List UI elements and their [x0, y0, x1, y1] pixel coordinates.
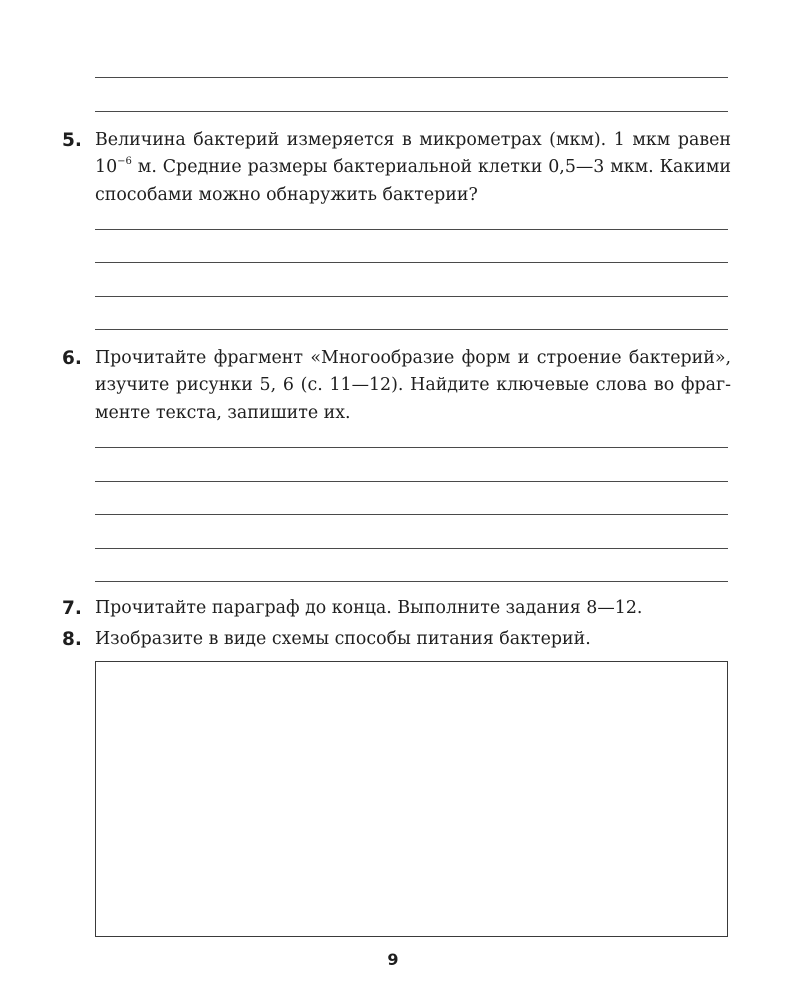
- answer-line[interactable]: [95, 77, 728, 78]
- answer-line[interactable]: [95, 229, 728, 230]
- answer-line[interactable]: [95, 581, 728, 582]
- scheme-drawing-area[interactable]: [95, 661, 728, 937]
- task-text: [95, 626, 731, 653]
- answer-line[interactable]: [95, 296, 728, 297]
- task-text-line: способами можно обнаружить бактерии?: [95, 184, 478, 205]
- task-text-line: Величина бактерий измеряется в микрометрах (мкм). 1 мкм равен: [95, 130, 731, 150]
- task-text-line: Прочитайте параграф до конца. Выполните задания 8—12.: [95, 598, 643, 618]
- task-number: 7.: [62, 598, 82, 619]
- task-text-line: менте текста, запишите их.: [95, 402, 351, 423]
- task-text: [95, 127, 731, 209]
- task-number: 6.: [62, 348, 82, 369]
- page-number: 9: [387, 950, 399, 969]
- task-text-line-rest: м. Средние размеры бактериальной клетки 0,5—3 мкм. Какими: [131, 157, 731, 178]
- power-exponent: −6: [117, 156, 132, 168]
- task-number: 5.: [62, 130, 82, 151]
- task-text-line: Изобразите в виде схемы способы питания бактерий.: [95, 629, 591, 649]
- task-text: [95, 345, 731, 427]
- task-number: 8.: [62, 629, 82, 650]
- task-text-line: [95, 154, 731, 181]
- task-text: [95, 595, 731, 622]
- answer-line[interactable]: [95, 111, 728, 112]
- answer-line[interactable]: [95, 447, 728, 448]
- task-text-line: изучите рисунки 5, 6 (с. 11—12). Найдите ключевые слова во фраг-: [95, 375, 731, 396]
- task-text-line: Прочитайте фрагмент «Многообразие форм и строение бактерий»,: [95, 348, 731, 368]
- answer-line[interactable]: [95, 481, 728, 482]
- answer-line[interactable]: [95, 329, 728, 330]
- answer-line[interactable]: [95, 514, 728, 515]
- answer-line[interactable]: [95, 548, 728, 549]
- answer-line[interactable]: [95, 262, 728, 263]
- power-base: 10: [95, 157, 118, 178]
